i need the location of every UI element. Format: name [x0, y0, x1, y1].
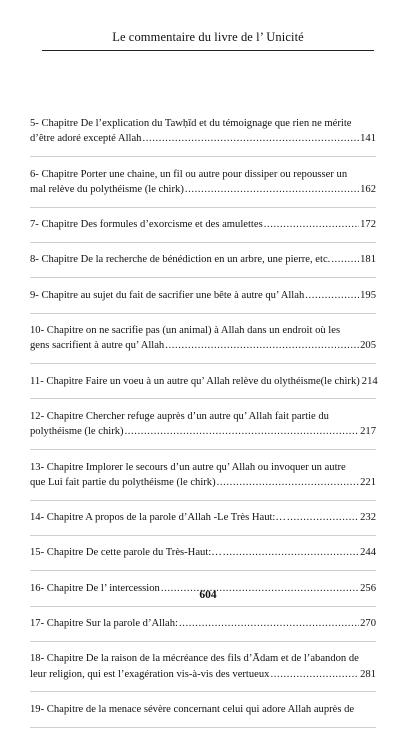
toc-entry — [30, 323, 376, 364]
toc-entry-text: 15- Chapitre De cette parole du Très-Haut:… — [30, 547, 222, 559]
dot-leader — [185, 182, 359, 197]
toc-page-number: 270 — [360, 618, 376, 630]
toc-entry-last-line — [30, 616, 376, 631]
toc-entry-text: mal relève du polythéisme (le chirk) — [30, 183, 184, 195]
toc-entry-last-line — [30, 288, 376, 303]
toc-entry-last-line — [30, 475, 376, 490]
toc-page-number: 162 — [360, 183, 376, 195]
toc-entry-text: que Lui fait partie du polythéisme (le chirk) — [30, 476, 216, 488]
toc-page-number: 281 — [360, 668, 376, 680]
toc-entry-text: 5- Chapitre De l’explication du Tawḥīd et du témoignage que rien ne mérite — [30, 118, 352, 129]
toc-entry-last-line — [30, 252, 376, 267]
toc-entry-text: gens sacrifient à autre qu’ Allah — [30, 340, 165, 352]
toc-entry-text: 11- Chapitre Faire un voeu à un autre qu’ Allah relève du olythéisme(le chirk) — [30, 375, 360, 387]
toc-page-number: 217 — [360, 426, 376, 438]
toc-page-number: 244 — [360, 547, 376, 559]
dot-leader — [331, 252, 359, 267]
toc-entry — [30, 702, 376, 728]
toc-entry-text: 6- Chapitre Porter une chaine, un fil ou autre pour dissiper ou repousser un — [30, 168, 348, 180]
toc-page-number: 172 — [360, 219, 376, 231]
toc-entry — [30, 252, 376, 278]
dot-leader — [223, 545, 359, 560]
toc-page-number: 195 — [360, 289, 376, 301]
toc-entry — [30, 167, 376, 208]
toc-entry-last-line — [30, 702, 376, 717]
toc-entry — [30, 217, 376, 243]
toc-page-number: 205 — [360, 340, 376, 352]
toc-entry — [30, 409, 376, 450]
toc-entry-text: 12- Chapitre Chercher refuge auprès d’un autre qu’ Allah fait partie du — [30, 410, 329, 422]
toc-entry-text: leur religion, qui est l’exagération vis-à-vis des vertueux — [30, 668, 270, 680]
dot-leader — [264, 217, 359, 232]
toc-page-number: 256 — [360, 582, 376, 594]
header-rule — [42, 50, 374, 51]
table-of-contents — [30, 116, 376, 737]
dot-leader — [217, 475, 359, 490]
dot-leader — [270, 667, 359, 682]
toc-entry — [30, 651, 376, 692]
toc-entry-text: 18- Chapitre De la raison de la mécréance des fils d’Ādam et de l’abandon de — [30, 653, 359, 665]
toc-page-number: 232 — [360, 512, 376, 524]
toc-entry-last-line — [30, 374, 376, 389]
toc-entry-last-line — [30, 338, 376, 353]
toc-entry-text: polythéisme (le chirk) — [30, 426, 124, 438]
toc-entry-text: 19- Chapitre de la menace sévère concernant celui qui adore Allah auprès de — [30, 703, 355, 715]
toc-entry-text: 10- Chapitre on ne sacrifie pas (un animal) à Allah dans un endroit où les — [30, 325, 341, 337]
toc-entry-last-line — [30, 131, 376, 146]
toc-entry-last-line — [30, 182, 376, 197]
toc-entry-text: 17- Chapitre Sur la parole d’Allah: — [30, 618, 178, 630]
dot-leader — [165, 338, 359, 353]
dot-leader — [287, 510, 359, 525]
toc-entry-text: 8- Chapitre De la recherche de bénédiction en un arbre, une pierre, etc. — [30, 254, 331, 266]
toc-entry — [30, 460, 376, 501]
toc-entry-last-line — [30, 510, 376, 525]
toc-entry-text: 14- Chapitre A propos de la parole d’Allah -Le Très Haut:… — [30, 512, 286, 524]
dot-leader — [305, 288, 359, 303]
toc-entry-text: 9- Chapitre au sujet du fait de sacrifier une bête à autre qu’ Allah — [30, 289, 305, 301]
page-number: 604 — [199, 589, 217, 601]
running-header: Le commentaire du livre de l’ Unicité — [112, 30, 304, 44]
toc-entry-text: 16- Chapitre De l’ intercession — [30, 582, 160, 594]
toc-entry-text: 7- Chapitre Des formules d’exorcisme et des amulettes — [30, 219, 263, 231]
toc-entry-last-line — [30, 545, 376, 560]
toc-entry — [30, 510, 376, 536]
toc-entry-text: d’être adoré excepté Allah — [30, 133, 142, 145]
toc-entry — [30, 288, 376, 314]
toc-entry-last-line — [30, 667, 376, 682]
toc-entry-last-line — [30, 424, 376, 439]
toc-entry — [30, 374, 376, 400]
toc-entry-last-line — [30, 217, 376, 232]
dot-leader — [142, 131, 359, 146]
toc-entry-text: 13- Chapitre Implorer le secours d’un autre qu’ Allah ou invoquer un autre — [30, 461, 346, 473]
toc-page-number: 221 — [360, 476, 376, 488]
toc-entry — [30, 616, 376, 642]
toc-page-number: 214 — [361, 375, 378, 387]
toc-entry — [30, 116, 376, 157]
dot-leader — [179, 616, 359, 631]
toc-entry — [30, 545, 376, 571]
dot-leader — [125, 424, 360, 439]
toc-page-number: 181 — [360, 254, 376, 266]
toc-page-number: 141 — [360, 133, 376, 145]
